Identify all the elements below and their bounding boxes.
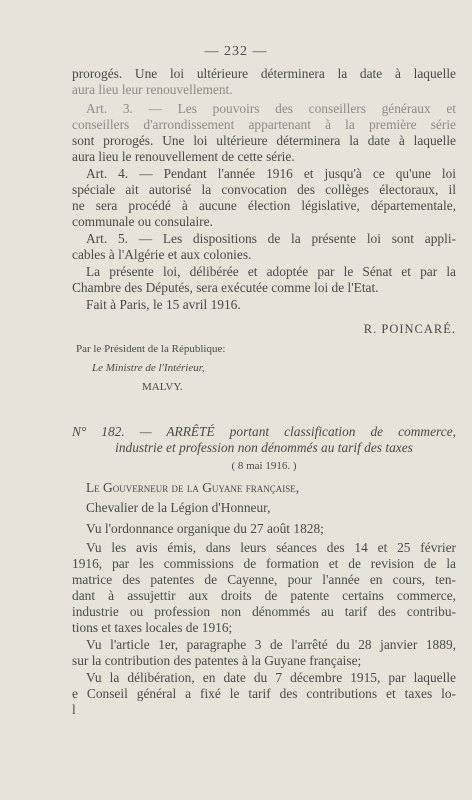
text-line: Art. 4. — Pendant l'année 1916 et jusqu'à ce qu'une loi	[86, 166, 456, 181]
text-line: Chambre des Députés, sera exécutée comme loi de l'Etat.	[72, 280, 379, 295]
text-line: Vu la délibération, en date du 7 décembre 1915, par laquelle	[86, 670, 456, 685]
text-line: sont prorogés. Une loi ultérieure déterminera la date à laquelle	[72, 133, 456, 148]
text-line: Fait à Paris, le 15 avril 1916.	[86, 297, 241, 312]
text-line: Vu les avis émis, dans leurs séances des 14 et 25 février	[86, 540, 456, 555]
text-line: Le Gouverneur de la Guyane française,	[86, 480, 300, 495]
text-line: MALVY.	[142, 381, 183, 393]
text-line: Vu l'article 1er, paragraphe 3 de l'arrêté du 28 janvier 1889,	[86, 637, 456, 652]
text-line: spéciale ait autorisé la convocation des collèges électoraux, il	[72, 182, 456, 197]
text-line: sur la contribution des patentes à la Guyane française;	[72, 653, 362, 668]
text-line: R. POINCARÉ.	[363, 322, 456, 336]
text-line: e Conseil général a fixé le tarif des contributions et taxes lo-	[72, 686, 456, 701]
text-line: 1916, par les commissions de formation et de revision de la	[72, 556, 456, 571]
text-line: aura lieu le renouvellement de cette série.	[72, 149, 295, 164]
text-line: ne sera procédé à aucune élection législative, départementale,	[72, 198, 456, 213]
text-line: Art. 3. — Les pouvoirs des conseillers généraux et	[86, 101, 456, 116]
text-line: conseillers d'arrondissement appartenant à la première série	[72, 117, 456, 132]
text-line: Chevalier de la Légion d'Honneur,	[86, 500, 271, 515]
text-line: Art. 5. — Les dispositions de la présente loi sont appli-	[86, 231, 456, 246]
text-line: industrie ou profession non dénommés au tarif des contribu-	[72, 604, 456, 619]
text-line: ( 8 mai 1916. )	[231, 460, 297, 472]
text-line: La présente loi, délibérée et adoptée par le Sénat et par la	[86, 264, 456, 279]
text-line: Le Ministre de l'Intérieur,	[92, 362, 205, 374]
text-line: communale ou consulaire.	[72, 214, 213, 229]
text-line: Par le Président de la République:	[76, 343, 226, 355]
text-line: industrie et profession non dénommés au tarif des taxes	[115, 440, 413, 455]
text-line: dant à assujettir aux droits de patente certains commerce,	[72, 588, 456, 603]
text-line: l	[72, 702, 76, 717]
text-line: tions et taxes locales de 1916;	[72, 620, 233, 635]
text-line: aura lieu leur renouvellement.	[72, 82, 233, 97]
text-line: N° 182. — ARRÊTÉ portant classification de commerce,	[72, 424, 456, 439]
text-line: Vu l'ordonnance organique du 27 août 1828;	[86, 521, 324, 536]
page-number: — 232 —	[204, 44, 268, 59]
text-line: prorogés. Une loi ultérieure déterminera la date à laquelle	[72, 66, 456, 81]
text-line: matrice des patentes de Cayenne, pour l'année en cours, ten-	[72, 572, 456, 587]
text-line: cables à l'Algérie et aux colonies.	[72, 247, 252, 262]
